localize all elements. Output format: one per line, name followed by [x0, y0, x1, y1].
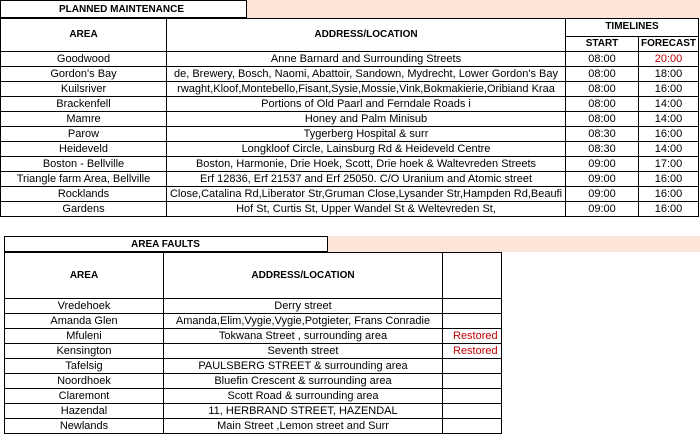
fault-address-cell: 11, HERBRAND STREET, HAZENDAL [164, 404, 443, 419]
fault-area-cell: Mfuleni [5, 329, 164, 344]
address-cell: Erf 12836, Erf 21537 and Erf 25050. C/O Uranium and Atomic street [167, 172, 566, 187]
fault-address-cell: Seventh street [164, 344, 443, 359]
start-cell: 09:00 [566, 157, 639, 172]
start-cell: 09:00 [566, 187, 639, 202]
fault-status-cell: Restored [443, 329, 502, 344]
forecast-cell: 20:00 [639, 52, 699, 67]
start-cell: 08:30 [566, 127, 639, 142]
forecast-cell: 16:00 [639, 82, 699, 97]
forecast-cell: 14:00 [639, 142, 699, 157]
table-row [1, 142, 699, 157]
start-cell: 08:00 [566, 82, 639, 97]
fault-area-cell: Kensington [5, 344, 164, 359]
fault-address-cell: Amanda,Elim,Vygie,Vygie,Potgieter, Frans Conradie [164, 314, 443, 329]
area-header: AREA [1, 19, 167, 52]
fault-status-cell [443, 314, 502, 329]
fault-address-cell: PAULSBERG STREET & surrounding area [164, 359, 443, 374]
planned-header-band [247, 0, 700, 18]
fault-area-cell: Tafelsig [5, 359, 164, 374]
area-cell: Parow [1, 127, 167, 142]
start-cell: 09:00 [566, 202, 639, 217]
table-row [1, 97, 699, 112]
start-header: START [566, 36, 639, 51]
fault-area-cell: Vredehoek [5, 299, 164, 314]
forecast-cell: 14:00 [639, 97, 699, 112]
start-cell: 08:30 [566, 142, 639, 157]
forecast-header: FORECAST [639, 36, 699, 51]
area-cell: Rocklands [1, 187, 167, 202]
table-row [5, 419, 502, 434]
table-row [5, 374, 502, 389]
fault-status-cell: Restored [443, 344, 502, 359]
area-faults-title: AREA FAULTS [4, 236, 328, 252]
start-cell: 08:00 [566, 97, 639, 112]
area-cell: Triangle farm Area, Bellville [1, 172, 167, 187]
table-row [5, 344, 502, 359]
fault-status-header [443, 253, 502, 299]
area-faults-table [4, 252, 502, 434]
fault-area-cell: Newlands [5, 419, 164, 434]
fault-address-header: ADDRESS/LOCATION [164, 253, 443, 299]
forecast-cell: 16:00 [639, 172, 699, 187]
fault-status-cell [443, 419, 502, 434]
table-row [1, 172, 699, 187]
table-row [5, 314, 502, 329]
fault-status-cell [443, 389, 502, 404]
table-row [1, 157, 699, 172]
fault-status-cell [443, 374, 502, 389]
address-cell: Tygerberg Hospital & surr [167, 127, 566, 142]
fault-area-header: AREA [5, 253, 164, 299]
fault-address-cell: Bluefin Crescent & surrounding area [164, 374, 443, 389]
address-cell: Honey and Palm Minisub [167, 112, 566, 127]
area-cell: Boston - Bellville [1, 157, 167, 172]
start-cell: 08:00 [566, 67, 639, 82]
address-cell: Hof St, Curtis St, Upper Wandel St & Weltevreden St, [167, 202, 566, 217]
address-cell: Longkloof Circle, Lainsburg Rd & Heideveld Centre [167, 142, 566, 157]
fault-area-cell: Claremont [5, 389, 164, 404]
timelines-header: TIMELINES [566, 19, 699, 37]
forecast-cell: 14:00 [639, 112, 699, 127]
area-cell: Mamre [1, 112, 167, 127]
table-row [1, 202, 699, 217]
area-cell: Goodwood [1, 52, 167, 67]
faults-header-band [328, 236, 700, 252]
table-row [5, 299, 502, 314]
planned-maintenance-title: PLANNED MAINTENANCE [0, 0, 247, 18]
table-row [5, 389, 502, 404]
table-row [5, 359, 502, 374]
fault-address-cell: Main Street ,Lemon street and Surr [164, 419, 443, 434]
area-cell: Brackenfell [1, 97, 167, 112]
table-row [1, 112, 699, 127]
fault-address-cell: Tokwana Street , surrounding area [164, 329, 443, 344]
table-row [1, 82, 699, 97]
fault-status-cell [443, 404, 502, 419]
start-cell: 08:00 [566, 112, 639, 127]
address-cell: Portions of Old Paarl and Ferndale Roads i [167, 97, 566, 112]
start-cell: 09:00 [566, 172, 639, 187]
fault-status-cell [443, 359, 502, 374]
table-row [5, 329, 502, 344]
table-row [1, 67, 699, 82]
forecast-cell: 16:00 [639, 187, 699, 202]
table-row [5, 404, 502, 419]
fault-area-cell: Amanda Glen [5, 314, 164, 329]
planned-maintenance-table [0, 18, 699, 217]
forecast-cell: 16:00 [639, 127, 699, 142]
area-cell: Gardens [1, 202, 167, 217]
area-cell: Gordon's Bay [1, 67, 167, 82]
fault-status-cell [443, 299, 502, 314]
forecast-cell: 17:00 [639, 157, 699, 172]
area-cell: Heideveld [1, 142, 167, 157]
fault-address-cell: Derry street [164, 299, 443, 314]
table-row [1, 187, 699, 202]
address-cell: Anne Barnard and Surrounding Streets [167, 52, 566, 67]
area-cell: Kuilsriver [1, 82, 167, 97]
forecast-cell: 18:00 [639, 67, 699, 82]
address-cell: Boston, Harmonie, Drie Hoek, Scott, Drie hoek & Waltevreden Streets [167, 157, 566, 172]
address-cell: rwaght,Kloof,Montebello,Fisant,Sysie,Mossie,Vink,Bokmakierie,Oribiand Kraa [167, 82, 566, 97]
fault-area-cell: Hazendal [5, 404, 164, 419]
table-row [1, 127, 699, 142]
address-header: ADDRESS/LOCATION [167, 19, 566, 52]
fault-address-cell: Scott Road & surrounding area [164, 389, 443, 404]
fault-area-cell: Noordhoek [5, 374, 164, 389]
address-cell: de, Brewery, Bosch, Naomi, Abattoir, Sandown, Mydrecht, Lower Gordon's Bay [167, 67, 566, 82]
table-row [1, 52, 699, 67]
forecast-cell: 16:00 [639, 202, 699, 217]
address-cell: Close,Catalina Rd,Liberator Str,Gruman Close,Lysander Str,Hampden Rd,Beaufi [167, 187, 566, 202]
start-cell: 08:00 [566, 52, 639, 67]
